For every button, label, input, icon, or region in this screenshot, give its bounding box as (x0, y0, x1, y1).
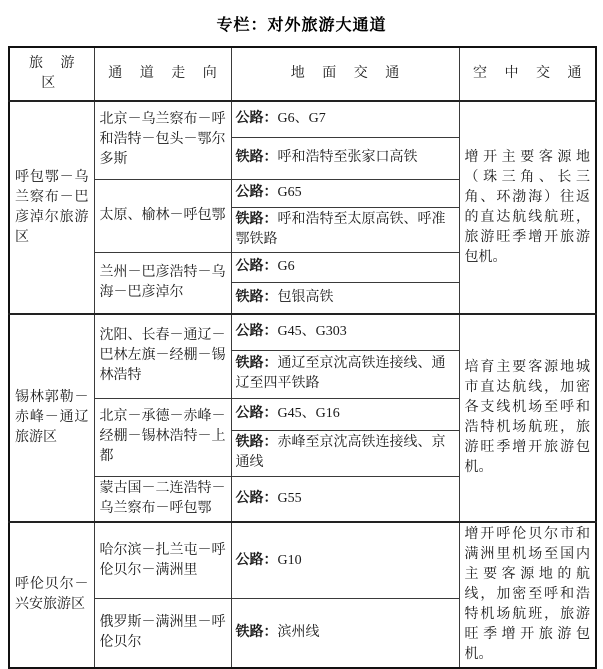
zone-cell: 呼伦贝尔－兴安旅游区 (9, 522, 94, 668)
transport-type-label: 铁路： (235, 356, 278, 371)
table-row (9, 101, 596, 137)
corridor-cell: 兰州－巴彦浩特－乌海－巴彦淖尔 (94, 252, 231, 314)
ground-transport-cell (231, 207, 459, 252)
transport-type-label: 公路： (235, 324, 278, 340)
transport-route-value: G55 (277, 490, 302, 506)
transport-route-value: G6 (277, 259, 295, 274)
transport-type-label: 公路： (235, 185, 278, 200)
corridor-cell: 北京－承德－赤峰－经棚－锡林浩特－上都 (94, 398, 231, 476)
transport-type-label: 铁路： (235, 211, 278, 227)
transport-route-value: G45、G16 (277, 406, 340, 421)
transport-type-label: 铁路： (235, 625, 278, 641)
transport-type-label: 铁路： (235, 150, 278, 165)
transport-type-label: 铁路： (235, 289, 278, 305)
corridor-cell: 蒙古国－二连浩特－乌兰察布－呼包鄂 (94, 476, 231, 522)
transport-route-value: 呼和浩特至太原高铁、呼准鄂铁路 (235, 211, 446, 247)
column-header-tourism-zone: 旅 游 区 (9, 47, 94, 101)
corridor-cell: 太原、榆林－呼包鄂 (94, 179, 231, 252)
corridor-cell: 俄罗斯－满洲里－呼伦贝尔 (94, 599, 231, 668)
table-row (9, 314, 596, 350)
zone-cell: 锡林郭勒－赤峰－通辽旅游区 (9, 314, 94, 522)
ground-transport-cell (231, 350, 459, 398)
ground-transport-cell (231, 179, 459, 207)
air-transport-cell: 增开主要客源地（珠三角、长三角、环渤海）往返的直达航线航班，旅游旺季增开旅游包机。 (459, 101, 596, 314)
transport-type-label: 公路： (235, 111, 278, 127)
transport-route-value: G10 (277, 552, 302, 568)
column-header-corridor-direction: 通 道 走 向 (94, 47, 231, 101)
page-title: 专栏：对外旅游大通道 (216, 17, 387, 34)
ground-transport-cell (231, 599, 459, 668)
transport-route-value: 通辽至京沈高铁连接线、通辽至四平铁路 (235, 356, 446, 391)
corridor-cell: 北京－乌兰察布－呼和浩特－包头－鄂尔多斯 (94, 101, 231, 179)
air-transport-cell: 增开呼伦贝尔市和满洲里机场至国内主要客源地的航线，加密至呼和浩特机场航班，旅游旺季增开旅游包机。 (459, 522, 596, 668)
transport-route-value: 赤峰至京沈高铁连接线、京通线 (235, 435, 446, 470)
ground-transport-cell (231, 476, 459, 522)
ground-transport-cell (231, 398, 459, 430)
ground-transport-cell (231, 522, 459, 599)
transport-type-label: 公路： (235, 259, 278, 274)
transport-route-value: 包银高铁 (277, 289, 334, 305)
transport-route-value: 滨州线 (277, 625, 320, 641)
transport-type-label: 公路： (235, 406, 278, 421)
transport-type-label: 公路： (235, 552, 278, 568)
corridor-cell: 沈阳、长春－通辽－巴林左旗－经棚－锡林浩特 (94, 314, 231, 398)
transport-type-label: 公路： (235, 490, 278, 506)
ground-transport-cell (231, 252, 459, 282)
transport-route-value: G45、G303 (277, 324, 347, 340)
transport-route-value: G6、G7 (277, 111, 326, 127)
transport-route-value: 呼和浩特至张家口高铁 (277, 150, 418, 165)
zone-cell: 呼包鄂－乌兰察布－巴彦淖尔旅游区 (9, 101, 94, 314)
table-header-row (9, 47, 596, 101)
tourism-corridor-table (8, 46, 597, 669)
transport-type-label: 铁路： (235, 435, 278, 450)
transport-route-value: G65 (277, 185, 302, 200)
air-transport-cell: 培育主要客源地城市直达航线，加密各支线机场至呼和浩特机场航班，旅游旺季增开旅游包机。 (459, 314, 596, 522)
corridor-cell: 哈尔滨－扎兰屯－呼伦贝尔－满洲里 (94, 522, 231, 599)
ground-transport-cell (231, 314, 459, 350)
table-row (9, 522, 596, 599)
ground-transport-cell (231, 137, 459, 179)
column-header-ground-transport: 地 面 交 通 (231, 47, 459, 101)
ground-transport-cell (231, 282, 459, 314)
column-header-air-transport: 空 中 交 通 (459, 47, 596, 101)
ground-transport-cell (231, 101, 459, 137)
ground-transport-cell (231, 430, 459, 476)
